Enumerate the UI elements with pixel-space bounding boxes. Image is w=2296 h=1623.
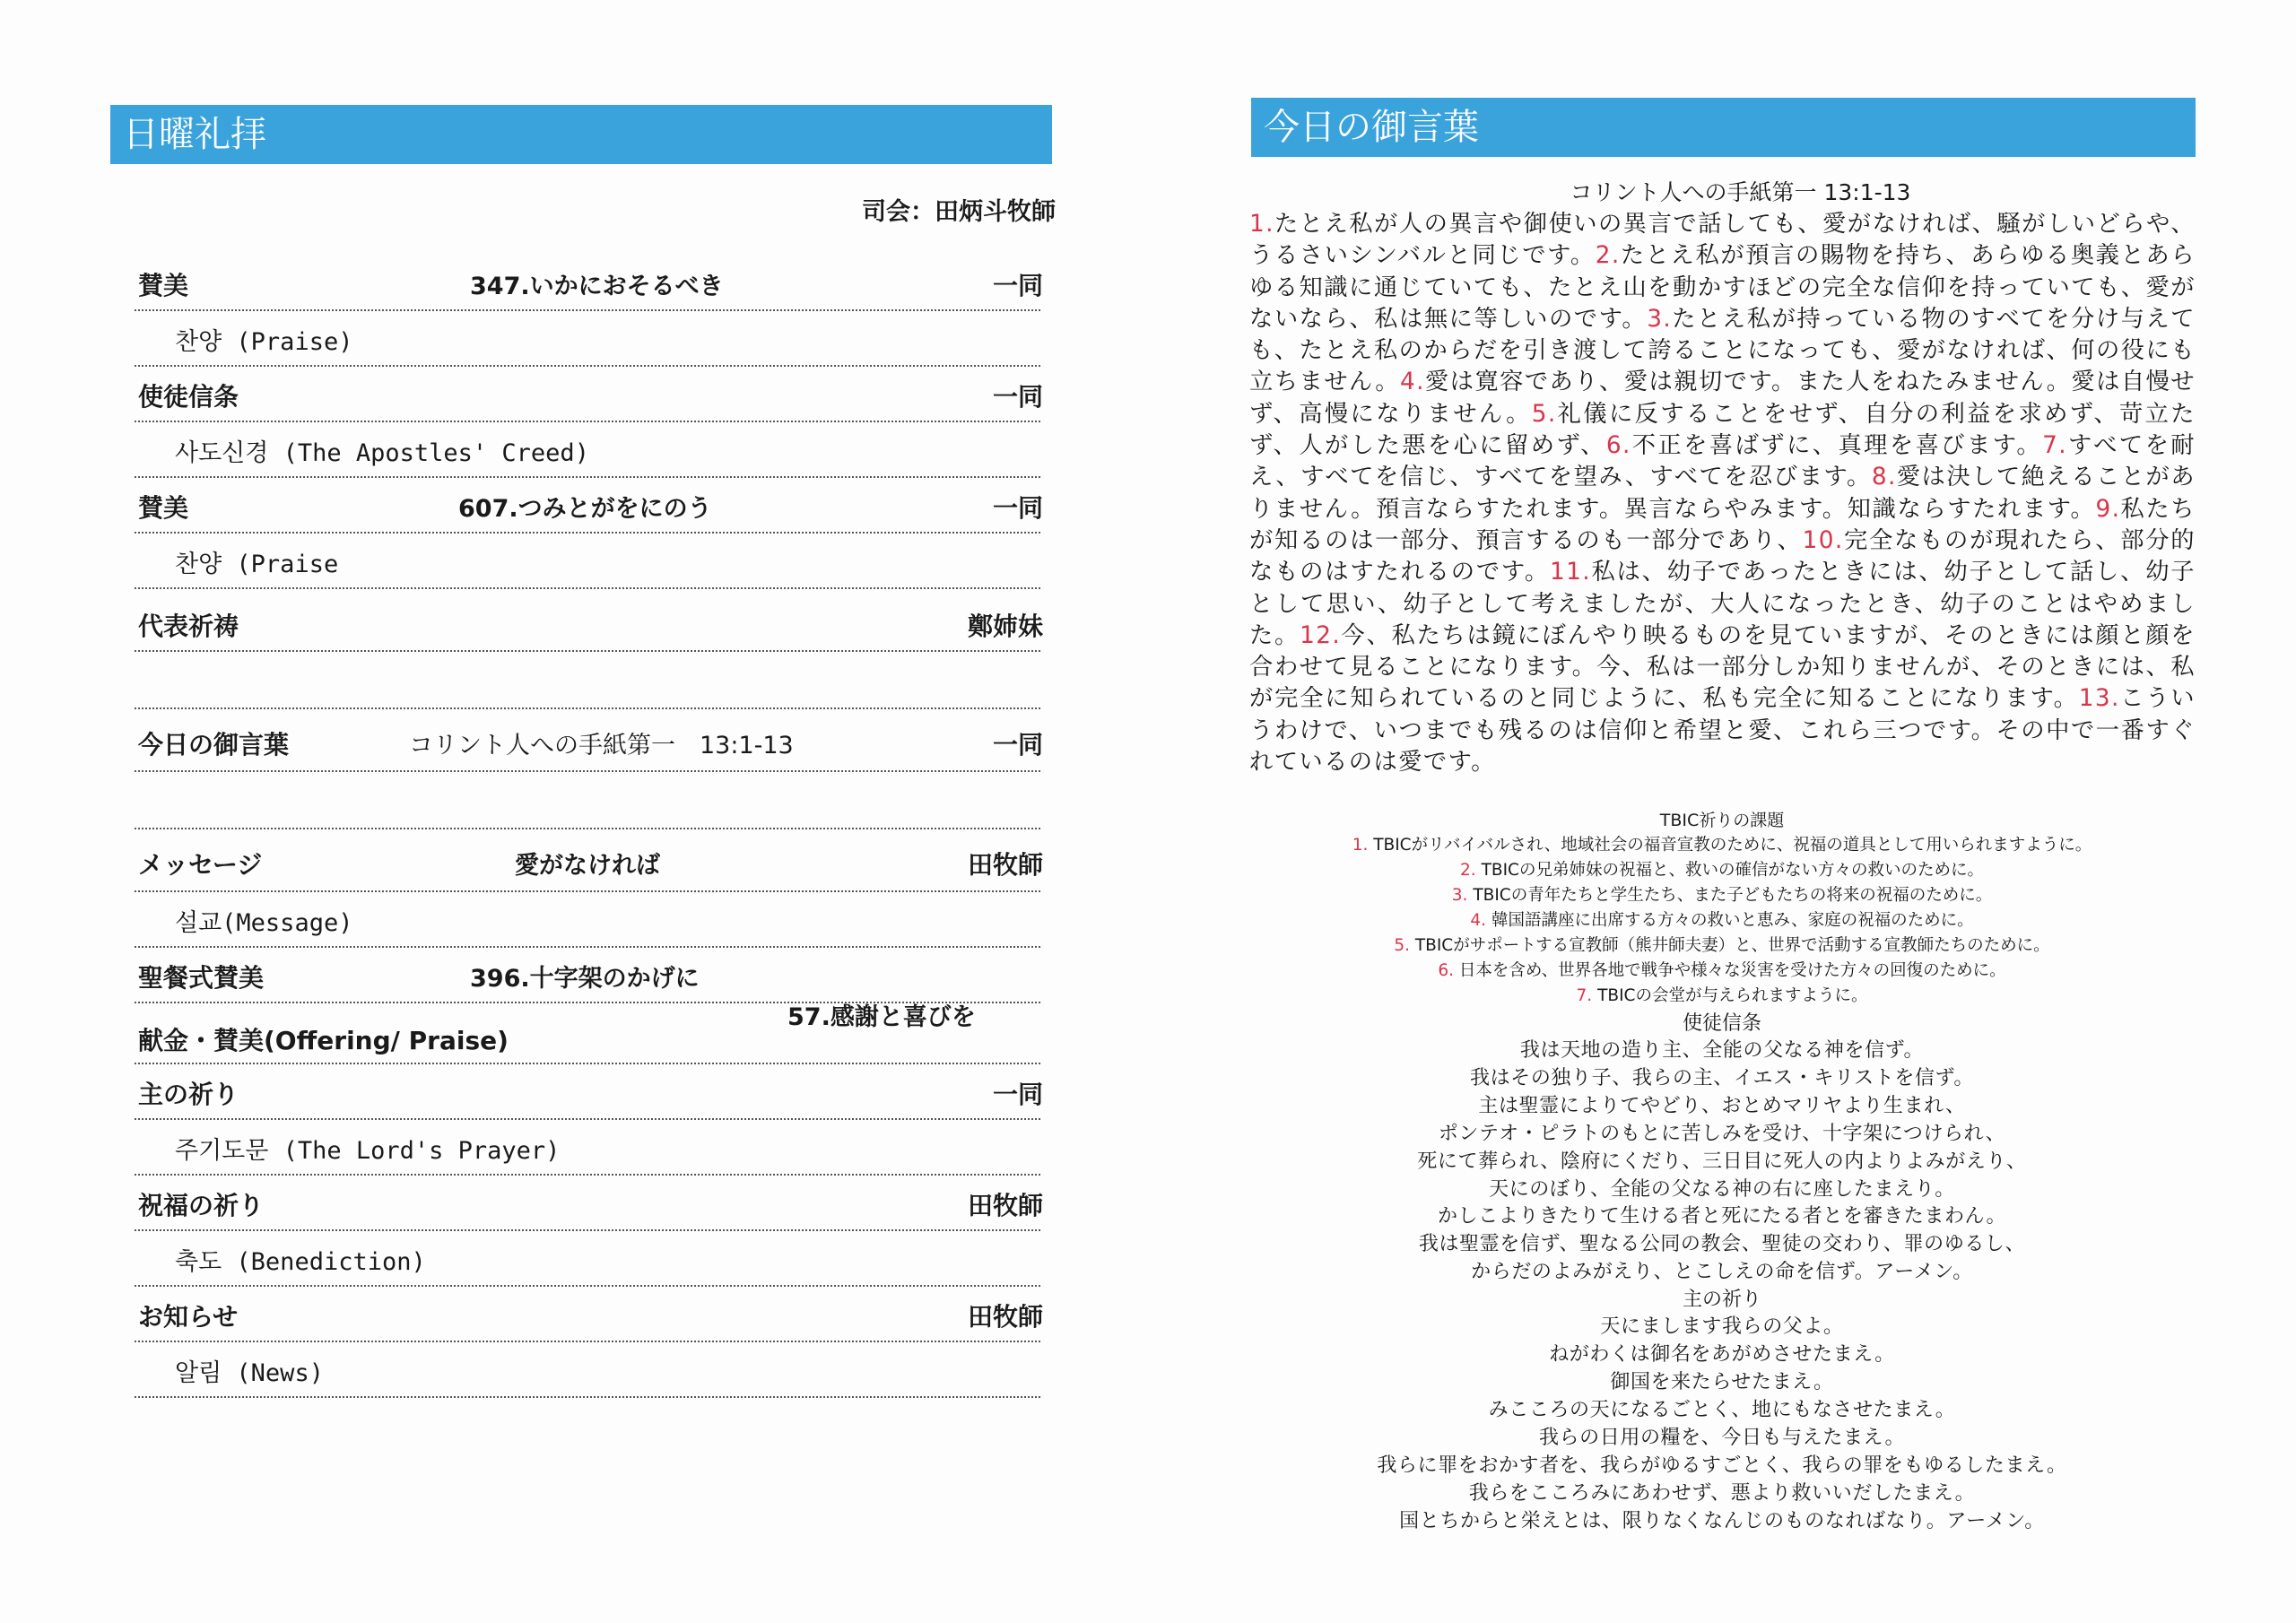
order-row [135,948,1040,1003]
prayer-text: 韓国語講座に出席する方々の救いと恵み、家庭の祝福のために。 [1491,911,1974,930]
prayer-item [1229,933,2215,959]
lords-prayer-line: 我らの日用の糧を、今日も与えたまえ。 [1538,1426,1906,1449]
verse-number: 13. [2078,685,2120,713]
scripture-reference: コリント人への手紙第一 13:1-13 [1570,179,1911,205]
order-row [135,1287,1043,1342]
prayer-topics-list [1229,833,2215,1009]
order-item-leader: 田牧師 [967,1191,1043,1220]
order-item-name: 祝福の祈り [138,1191,265,1220]
order-item-name: 使徒信条 [138,382,239,412]
scripture-block [1249,175,2196,778]
creed-title: 使徒信条 [1682,1012,1761,1035]
prayer-text: TBICの青年たちと学生たち、また子どもたちの将来の祝福のために。 [1473,886,1993,905]
verse-number: 10. [1802,526,1844,554]
creed-line: 我は聖霊を信ず、聖なる公同の教会、聖徒の交わり、罪のゆるし、 [1418,1233,2026,1256]
verse-text: たとえ私が人の異言や御使いの異言で話しても、愛がなければ、騒がしいどらや、うるさいシンバルと同じです。 [1249,211,2196,270]
order-row [135,478,1043,534]
verse-text: 不正を喜ばずに、真理を喜びます。 [1631,432,2043,460]
order-item-leader: 一同 [992,493,1043,523]
verse-number: 11. [1550,559,1592,586]
lords-prayer-line: 我らをこころみにあわせず、悪より救いいだしたまえ。 [1468,1481,1976,1505]
order-sub-row [135,422,1040,478]
verse-number: 7. [2042,432,2067,460]
verse-text: 完全なものが現れたら、部分的なものはすたれるのです。 [1249,526,2196,586]
order-item-sub: 주기도문 (The Lord's Prayer) [175,1137,561,1165]
order-item-title: 57.感謝と喜びを [787,1003,976,1031]
order-item-sub: 축도 (Benediction) [175,1248,426,1276]
order-sub-row [135,1231,1040,1287]
lords-prayer-line: 我らに罪をおかす者を、我らがゆるすごとく、我らの罪をもゆるしたまえ。 [1377,1454,2067,1477]
order-row [135,1003,1040,1064]
creed-line: 主は聖霊によりてやどり、おとめマリヤより生まれ、 [1478,1094,1966,1117]
verse-text: 私たちが知るのは一部分、預言するのも一部分であり、 [1249,495,2196,554]
creed-line: かしこよりきたりて生ける者と死にたる者とを審きたまわん。 [1437,1205,2007,1228]
order-row [135,589,1043,652]
order-item-leader: 鄭姉妹 [967,612,1043,641]
order-item-name: お知らせ [138,1302,239,1332]
prayer-topics-title: TBIC祈りの課題 [1659,811,1785,830]
order-row [135,709,1043,772]
creed-line: 我はその独り子、我らの主、イエス・キリストを信ず。 [1470,1066,1974,1089]
order-sub-row [135,534,1040,589]
order-item-sub: 알림 (News) [175,1359,324,1387]
prayer-item [1229,908,2215,933]
order-row [135,1064,1043,1120]
sunday-worship-header: 日曜礼拝 [110,105,1052,164]
lords-prayer-line: 天にまします我らの父よ。 [1600,1315,1844,1339]
order-item-title: 347.いかにおそるべき [470,273,724,300]
order-item-sub: 찬양 (Praise) [175,328,353,356]
lords-prayer-line: 御国を来たらせたまえ。 [1610,1370,1834,1393]
verse-number: 3. [1647,305,1673,333]
verse-number: 6. [1605,432,1631,460]
order-blank-row [135,772,1040,829]
lords-prayer-title: 主の祈り [1682,1289,1761,1312]
lords-prayer-line: 国とちからと栄えとは、限りなくなんじのものなればなり。アーメン。 [1399,1509,2045,1532]
order-item-name: メッセージ [138,850,263,880]
order-item-title: 396.十字架のかげに [470,965,700,993]
order-item-name: 献金・賛美(Offering/ Praise) [138,1026,509,1055]
prayer-number: 3. [1451,886,1474,905]
prayer-number: 6. [1438,961,1459,980]
order-item-title: コリント人への手紙第一 13:1-13 [409,732,794,759]
order-item-leader: 田牧師 [967,850,1043,880]
presider: 司会：田炳斗牧師 [862,198,1056,226]
order-item-title: 607.つみとがをにのう [458,495,712,523]
verse-text: 愛は寛容であり、愛は親切です。また人をねたみません。愛は自慢せず、高慢になりません。 [1249,369,2196,428]
order-item-sub: 설교(Message) [175,909,353,937]
verse-number: 1. [1249,211,1274,238]
verse-number: 9. [2095,495,2121,523]
verse-number: 2. [1595,242,1621,270]
creed-line: からだのよみがえり、とこしえの命を信ず。アーメン。 [1471,1261,1973,1284]
order-blank-row [135,652,1040,709]
scripture-verses [1249,209,2196,778]
order-item-leader: 一同 [992,382,1043,412]
prayer-text: 日本を含め、世界各地で戦争や様々な災害を受けた方々の回復のために。 [1458,961,2006,980]
creed-line: 天にのぼり、全能の父なる神の右に座したまえり。 [1489,1177,1955,1201]
order-item-name: 賛美 [138,271,189,300]
order-row [135,1176,1043,1231]
verse-number: 4. [1399,369,1425,396]
order-sub-row [135,1120,1040,1176]
creed-line: 死にて葬られ、陰府にくだり、三日目に死人の内よりよみがえり、 [1417,1150,2027,1173]
verse-text: こういうわけで、いつまでも残るのは信仰と希望と愛、これら三つです。その中で一番すぐれているのは愛です。 [1249,685,2196,777]
verse-text: 礼儀に反することをせず、自分の利益を求めず、苛立たず、人がした悪を心に留めず、 [1249,400,2196,460]
prayer-text: TBICがサポートする宣教師（熊井師夫妻）と、世界で活動する宣教師たちのために。 [1414,936,2050,955]
order-item-title: 愛がなければ [515,852,660,880]
order-item-leader: 一同 [992,730,1043,759]
order-item-sub: 찬양 (Praise [175,551,339,578]
creed-text [1229,1037,2215,1287]
order-sub-row [135,1342,1040,1398]
order-row [135,829,1043,892]
lords-prayer-text [1229,1314,2215,1535]
prayer-number: 5. [1394,936,1415,955]
verse-number: 8. [1871,464,1897,491]
prayer-item [1229,984,2215,1009]
prayer-text: TBICの兄弟姉妹の祝福と、救いの確信がない方々の救いのために。 [1481,861,1984,880]
order-item-name: 聖餐式賛美 [138,963,265,993]
prayer-topics [1229,807,2215,1009]
prayer-text: TBICの会堂が与えられますように。 [1597,986,1868,1005]
prayer-item [1229,883,2215,908]
verse-text: たとえ私が持っている物のすべてを分け与えても、たとえ私のからだを引き渡して誇ることになっても、愛がなければ、何の役にも立ちません。 [1249,305,2196,396]
prayer-text: TBICがリバイバルされ、地域社会の福音宣教のために、祝福の道具として用いられますように。 [1373,836,2092,855]
order-row [135,256,1043,311]
order-item-sub: 사도신경 (The Apostles' Creed) [175,439,589,467]
prayer-item [1229,959,2215,984]
order-item-leader: 一同 [992,271,1043,300]
prayer-item [1229,833,2215,858]
apostles-creed [1229,1011,2215,1535]
order-item-name: 今日の御言葉 [138,730,290,759]
order-item-name: 賛美 [138,493,189,523]
worship-order [135,256,1043,1398]
creed-line: ポンテオ・ピラトのもとに苦しみを受け、十字架につけられ、 [1438,1122,2006,1145]
order-item-leader: 一同 [992,1080,1043,1109]
prayer-number: 4. [1470,911,1492,930]
verse-text: 愛は決して絶えることがありません。預言ならすたれます。異言ならやみます。知識ならすたれます。 [1249,464,2196,523]
lords-prayer-line: みこころの天になるごとく、地にもなさせたまえ。 [1488,1398,1956,1421]
right-page [1148,0,2296,1623]
order-item-leader: 田牧師 [967,1302,1043,1332]
prayer-number: 2. [1460,861,1482,880]
order-row [135,367,1043,422]
verse-text: すべてを耐え、すべてを信じ、すべてを望み、すべてを忍びます。 [1249,432,2196,491]
prayer-item [1229,858,2215,883]
verse-text: 私は、幼子であったときには、幼子として話し、幼子として思い、幼子として考えましたが、大人になったとき、幼子のことはやめました。 [1249,559,2196,649]
prayer-number: 7. [1576,986,1598,1005]
verse-number: 5. [1531,400,1557,428]
prayer-number: 1. [1352,836,1374,855]
creed-line: 我は天地の造り主、全能の父なる神を信ず。 [1519,1039,1925,1062]
order-item-name: 代表祈祷 [138,612,239,641]
order-sub-row [135,892,1040,948]
lords-prayer-line: ねがわくは御名をあがめさせたまえ。 [1549,1343,1895,1367]
verse-number: 12. [1300,621,1342,649]
order-sub-row [135,311,1040,367]
verse-text: たとえ私が預言の賜物を持ち、あらゆる奥義とあらゆる知識に通じていても、たとえ山を動かすほどの完全な信仰を持っていても、愛がないなら、私は無に等しいのです。 [1249,242,2196,333]
todays-word-header: 今日の御言葉 [1251,98,2196,157]
order-item-name: 主の祈り [138,1080,239,1109]
verse-text: 今、私たちは鏡にぼんやり映るものを見ていますが、そのときには顔と顔を合わせて見ることになります。今、私は一部分しか知りませんが、そのときには、私が完全に知られているのと同じように、私も完全に知ることになります。 [1249,621,2196,713]
